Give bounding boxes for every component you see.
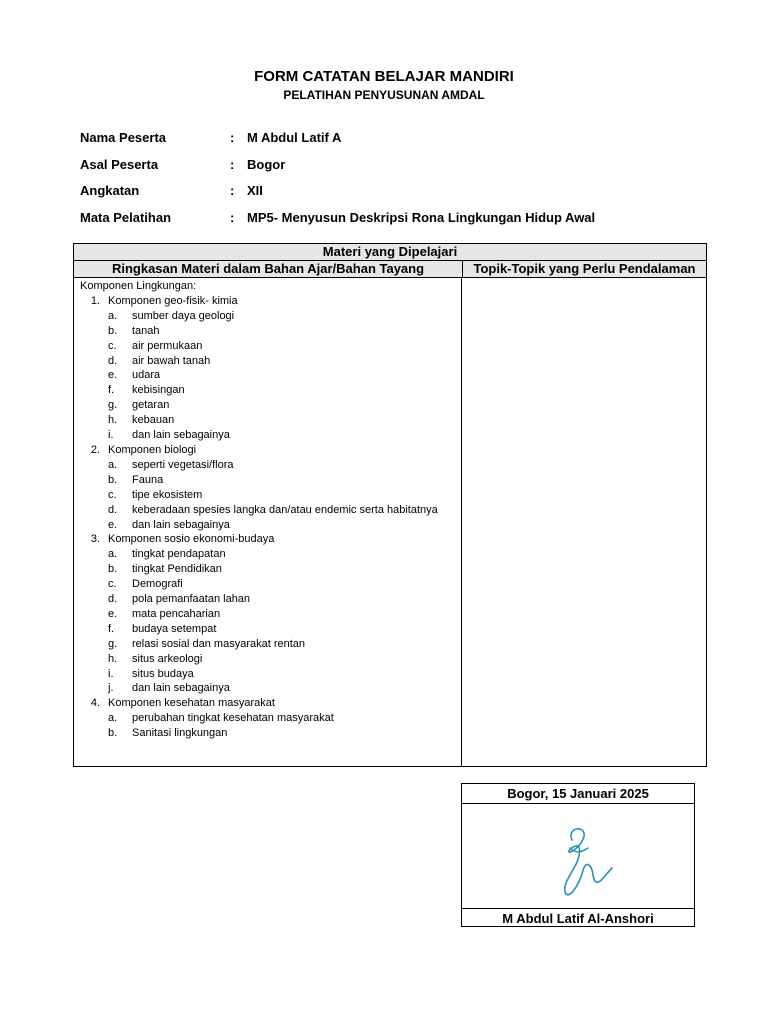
item-text: dan lain sebagainya [132,682,230,695]
table-heading: Materi yang Dipelajari [74,244,706,261]
item-letter: a. [108,712,118,725]
info-value: M Abdul Latif A [247,129,342,145]
item-letter: i. [108,429,114,442]
form-title: FORM CATATAN BELAJAR MANDIRI [254,68,514,85]
list-item [80,667,453,682]
item-text: tanah [132,324,160,337]
list-item [80,383,453,398]
item-letter: a. [108,309,118,322]
list-item [80,577,453,592]
item-letter: a. [108,548,118,561]
section-title: Komponen biologi [108,443,197,456]
item-letter: g. [108,399,118,412]
item-letter: b. [108,324,118,337]
item-text: dan lain sebagainya [132,518,230,531]
item-text: relasi sosial dan masyarakat rentan [132,637,306,650]
item-letter: d. [108,354,118,367]
item-letter: c. [108,578,117,591]
item-text: tipe ekosistem [132,488,203,501]
list-item [80,622,453,637]
item-text: kebisingan [132,384,185,397]
section-title: Komponen kesehatan masyarakat [108,697,275,710]
item-text: udara [132,369,161,382]
item-text: dan lain sebagainya [132,429,230,442]
info-colon: : [230,209,235,225]
list-item [80,324,453,339]
list-section [80,443,453,458]
info-colon: : [230,183,235,199]
list-section [80,294,453,309]
section-title: Komponen sosio ekonomi-budaya [108,533,275,546]
list-item [80,726,453,741]
info-row-nama [80,124,595,151]
list-item [80,368,453,383]
item-letter: i. [108,667,114,680]
item-letter: a. [108,458,118,471]
column-header-topik: Topik-Topik yang Perlu Pendalaman [473,261,696,276]
list-item [80,309,453,324]
list-item [80,681,453,696]
list-item [80,637,453,652]
item-text: pola pemanfaatan lahan [132,593,251,606]
list-item [80,488,453,503]
table-column-headers [74,261,706,278]
info-value: XII [247,183,263,199]
handwritten-signature [532,810,622,902]
signature-box [461,783,695,927]
list-item [80,473,453,488]
section-title: Komponen geo-fisik- kimia [108,294,238,307]
form-subtitle: PELATIHAN PENYUSUNAN AMDAL [283,88,485,102]
topik-cell [462,278,706,766]
item-text: seperti vegetasi/flora [132,458,234,471]
item-text: Sanitasi lingkungan [132,727,228,740]
item-letter: g. [108,637,118,650]
item-text: keberadaan spesies langka dan/atau endemic serta habitatnya [132,503,438,516]
item-letter: e. [108,369,118,382]
info-label: Nama Peserta [80,129,166,145]
info-row-angkatan [80,177,595,204]
item-letter: f. [108,384,115,397]
item-letter: j. [108,682,114,695]
info-label: Angkatan [80,183,140,199]
info-row-mata-pelatihan [80,204,595,231]
ringkasan-cell [74,278,462,766]
item-letter: b. [108,473,118,486]
item-letter: h. [108,652,118,665]
list-item [80,711,453,726]
item-letter: f. [108,622,115,635]
list-item [80,652,453,667]
item-text: tingkat pendapatan [132,548,226,561]
item-letter: e. [108,607,118,620]
list-item [80,458,453,473]
item-text: air permukaan [132,339,203,352]
item-text: perubahan tingkat kesehatan masyarakat [132,712,334,725]
item-letter: c. [108,488,117,501]
item-text: Demografi [132,578,183,591]
list-item [80,607,453,622]
list-section [80,696,453,711]
info-colon: : [230,129,235,145]
list-item [80,398,453,413]
signature-name: M Abdul Latif Al-Anshori [462,908,694,928]
list-item [80,503,453,518]
item-letter: b. [108,563,118,576]
info-label: Mata Pelatihan [80,209,172,225]
list-item [80,354,453,369]
list-item [80,428,453,443]
list-item [80,518,453,533]
item-letter: h. [108,414,118,427]
list-intro: Komponen Lingkungan: [80,280,197,292]
item-text: getaran [132,399,170,412]
section-number: 1. [90,294,100,307]
item-letter: d. [108,593,118,606]
list-section [80,532,453,547]
list-item [80,592,453,607]
item-text: kebauan [132,414,175,427]
participant-info [80,124,595,231]
item-text: air bawah tanah [132,354,211,367]
item-text: situs budaya [132,667,194,680]
info-value: Bogor [247,156,286,172]
section-number: 3. [90,533,100,546]
signature-date: Bogor, 15 Januari 2025 [462,784,694,804]
list-item [80,413,453,428]
materi-table [73,243,707,767]
item-letter: b. [108,727,118,740]
column-header-ringkasan: Ringkasan Materi dalam Bahan Ajar/Bahan Tayang [74,261,463,277]
list-item [80,547,453,562]
info-row-asal [80,151,595,178]
item-letter: d. [108,503,118,516]
section-number: 4. [90,697,100,710]
item-text: mata pencaharian [132,607,221,620]
info-label: Asal Peserta [80,156,159,172]
item-text: tingkat Pendidikan [132,563,222,576]
list-item [80,562,453,577]
section-number: 2. [90,443,100,456]
item-letter: e. [108,518,118,531]
item-letter: c. [108,339,117,352]
list-item [80,339,453,354]
item-text: sumber daya geologi [132,309,235,322]
table-body [74,278,706,766]
item-text: budaya setempat [132,622,217,635]
item-text: Fauna [132,473,164,486]
info-colon: : [230,156,235,172]
signature-area [462,804,694,908]
info-value: MP5- Menyusun Deskripsi Rona Lingkungan Hidup Awal [247,209,596,225]
item-text: situs arkeologi [132,652,203,665]
